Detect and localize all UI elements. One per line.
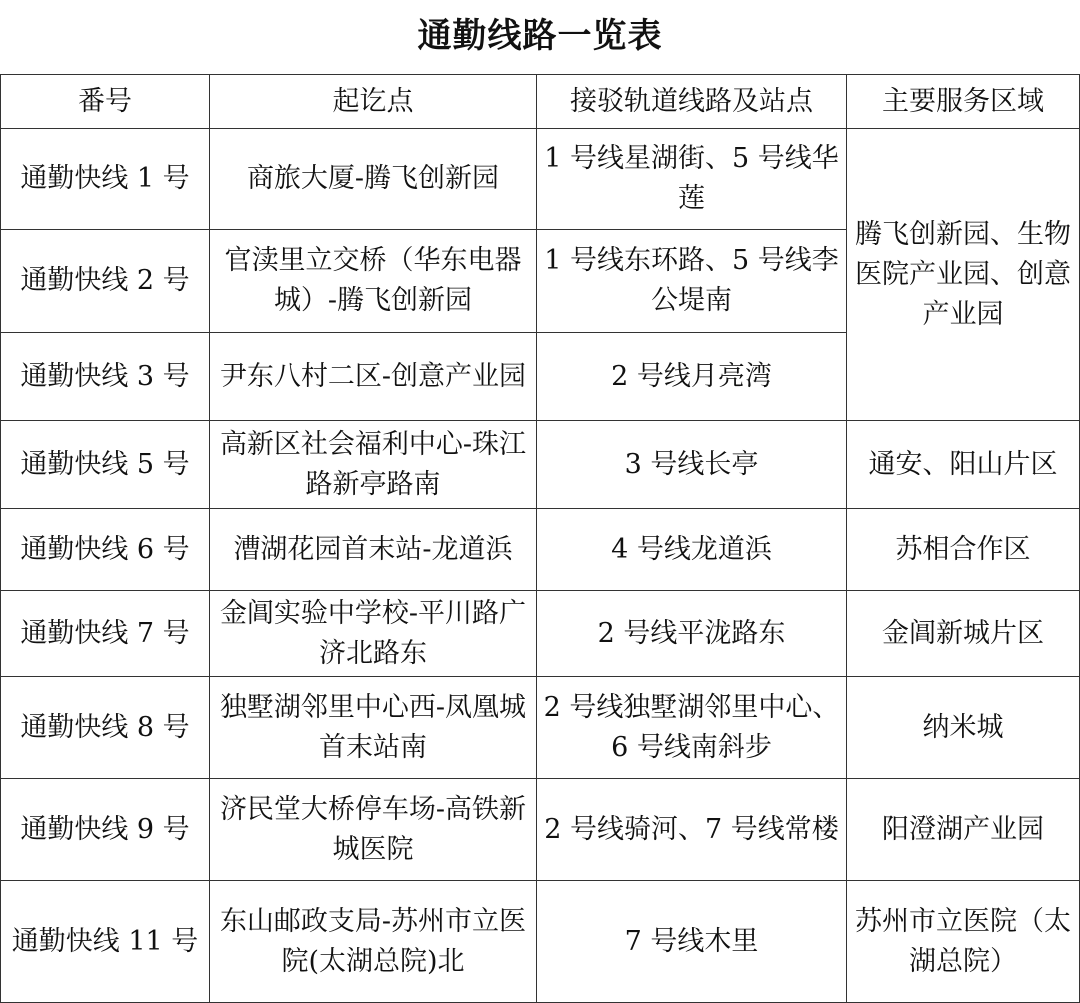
cell-id: 通勤快线 2 号 bbox=[1, 230, 210, 333]
table-row bbox=[1, 677, 1080, 779]
cell-area: 阳澄湖产业园 bbox=[847, 779, 1080, 881]
table-row bbox=[1, 779, 1080, 881]
cell-area: 纳米城 bbox=[847, 677, 1080, 779]
cell-area: 苏州市立医院（太湖总院） bbox=[847, 881, 1080, 1003]
cell-route: 济民堂大桥停车场-高铁新城医院 bbox=[210, 779, 537, 881]
cell-id: 通勤快线 1 号 bbox=[1, 129, 210, 230]
cell-area-merged: 腾飞创新园、生物医院产业园、创意产业园 bbox=[847, 129, 1080, 421]
cell-rail: 1 号线星湖街、5 号线华莲 bbox=[537, 129, 847, 230]
page-title: 通勤线路一览表 bbox=[417, 16, 663, 56]
cell-route: 独墅湖邻里中心西-凤凰城首末站南 bbox=[210, 677, 537, 779]
cell-route: 尹东八村二区-创意产业园 bbox=[210, 333, 537, 421]
cell-id: 通勤快线 3 号 bbox=[1, 333, 210, 421]
cell-id: 通勤快线 7 号 bbox=[1, 591, 210, 677]
cell-rail: 2 号线骑河、7 号线常楼 bbox=[537, 779, 847, 881]
header-route: 起讫点 bbox=[210, 75, 537, 129]
table-row bbox=[1, 129, 1080, 230]
cell-id: 通勤快线 8 号 bbox=[1, 677, 210, 779]
cell-rail: 7 号线木里 bbox=[537, 881, 847, 1003]
header-rail: 接驳轨道线路及站点 bbox=[537, 75, 847, 129]
header-id: 番号 bbox=[1, 75, 210, 129]
cell-rail: 3 号线长亭 bbox=[537, 421, 847, 509]
cell-id: 通勤快线 11 号 bbox=[1, 881, 210, 1003]
cell-route: 商旅大厦-腾飞创新园 bbox=[210, 129, 537, 230]
cell-id: 通勤快线 9 号 bbox=[1, 779, 210, 881]
header-area: 主要服务区域 bbox=[847, 75, 1080, 129]
cell-route: 漕湖花园首末站-龙道浜 bbox=[210, 509, 537, 591]
cell-area: 通安、阳山片区 bbox=[847, 421, 1080, 509]
cell-rail: 1 号线东环路、5 号线李公堤南 bbox=[537, 230, 847, 333]
table-row bbox=[1, 421, 1080, 509]
cell-rail: 2 号线独墅湖邻里中心、6 号线南斜步 bbox=[537, 677, 847, 779]
cell-rail: 2 号线月亮湾 bbox=[537, 333, 847, 421]
cell-route: 官渎里立交桥（华东电器城）-腾飞创新园 bbox=[210, 230, 537, 333]
route-table bbox=[0, 74, 1080, 1003]
cell-rail: 4 号线龙道浜 bbox=[537, 509, 847, 591]
cell-route: 金阊实验中学校-平川路广济北路东 bbox=[210, 591, 537, 677]
cell-area: 苏相合作区 bbox=[847, 509, 1080, 591]
cell-id: 通勤快线 5 号 bbox=[1, 421, 210, 509]
cell-route: 高新区社会福利中心-珠江路新亭路南 bbox=[210, 421, 537, 509]
table-row bbox=[1, 509, 1080, 591]
cell-route: 东山邮政支局-苏州市立医院(太湖总院)北 bbox=[210, 881, 537, 1003]
cell-area: 金阊新城片区 bbox=[847, 591, 1080, 677]
table-row bbox=[1, 881, 1080, 1003]
cell-id: 通勤快线 6 号 bbox=[1, 509, 210, 591]
table-header-row bbox=[1, 75, 1080, 129]
table-row bbox=[1, 591, 1080, 677]
cell-rail: 2 号线平泷路东 bbox=[537, 591, 847, 677]
